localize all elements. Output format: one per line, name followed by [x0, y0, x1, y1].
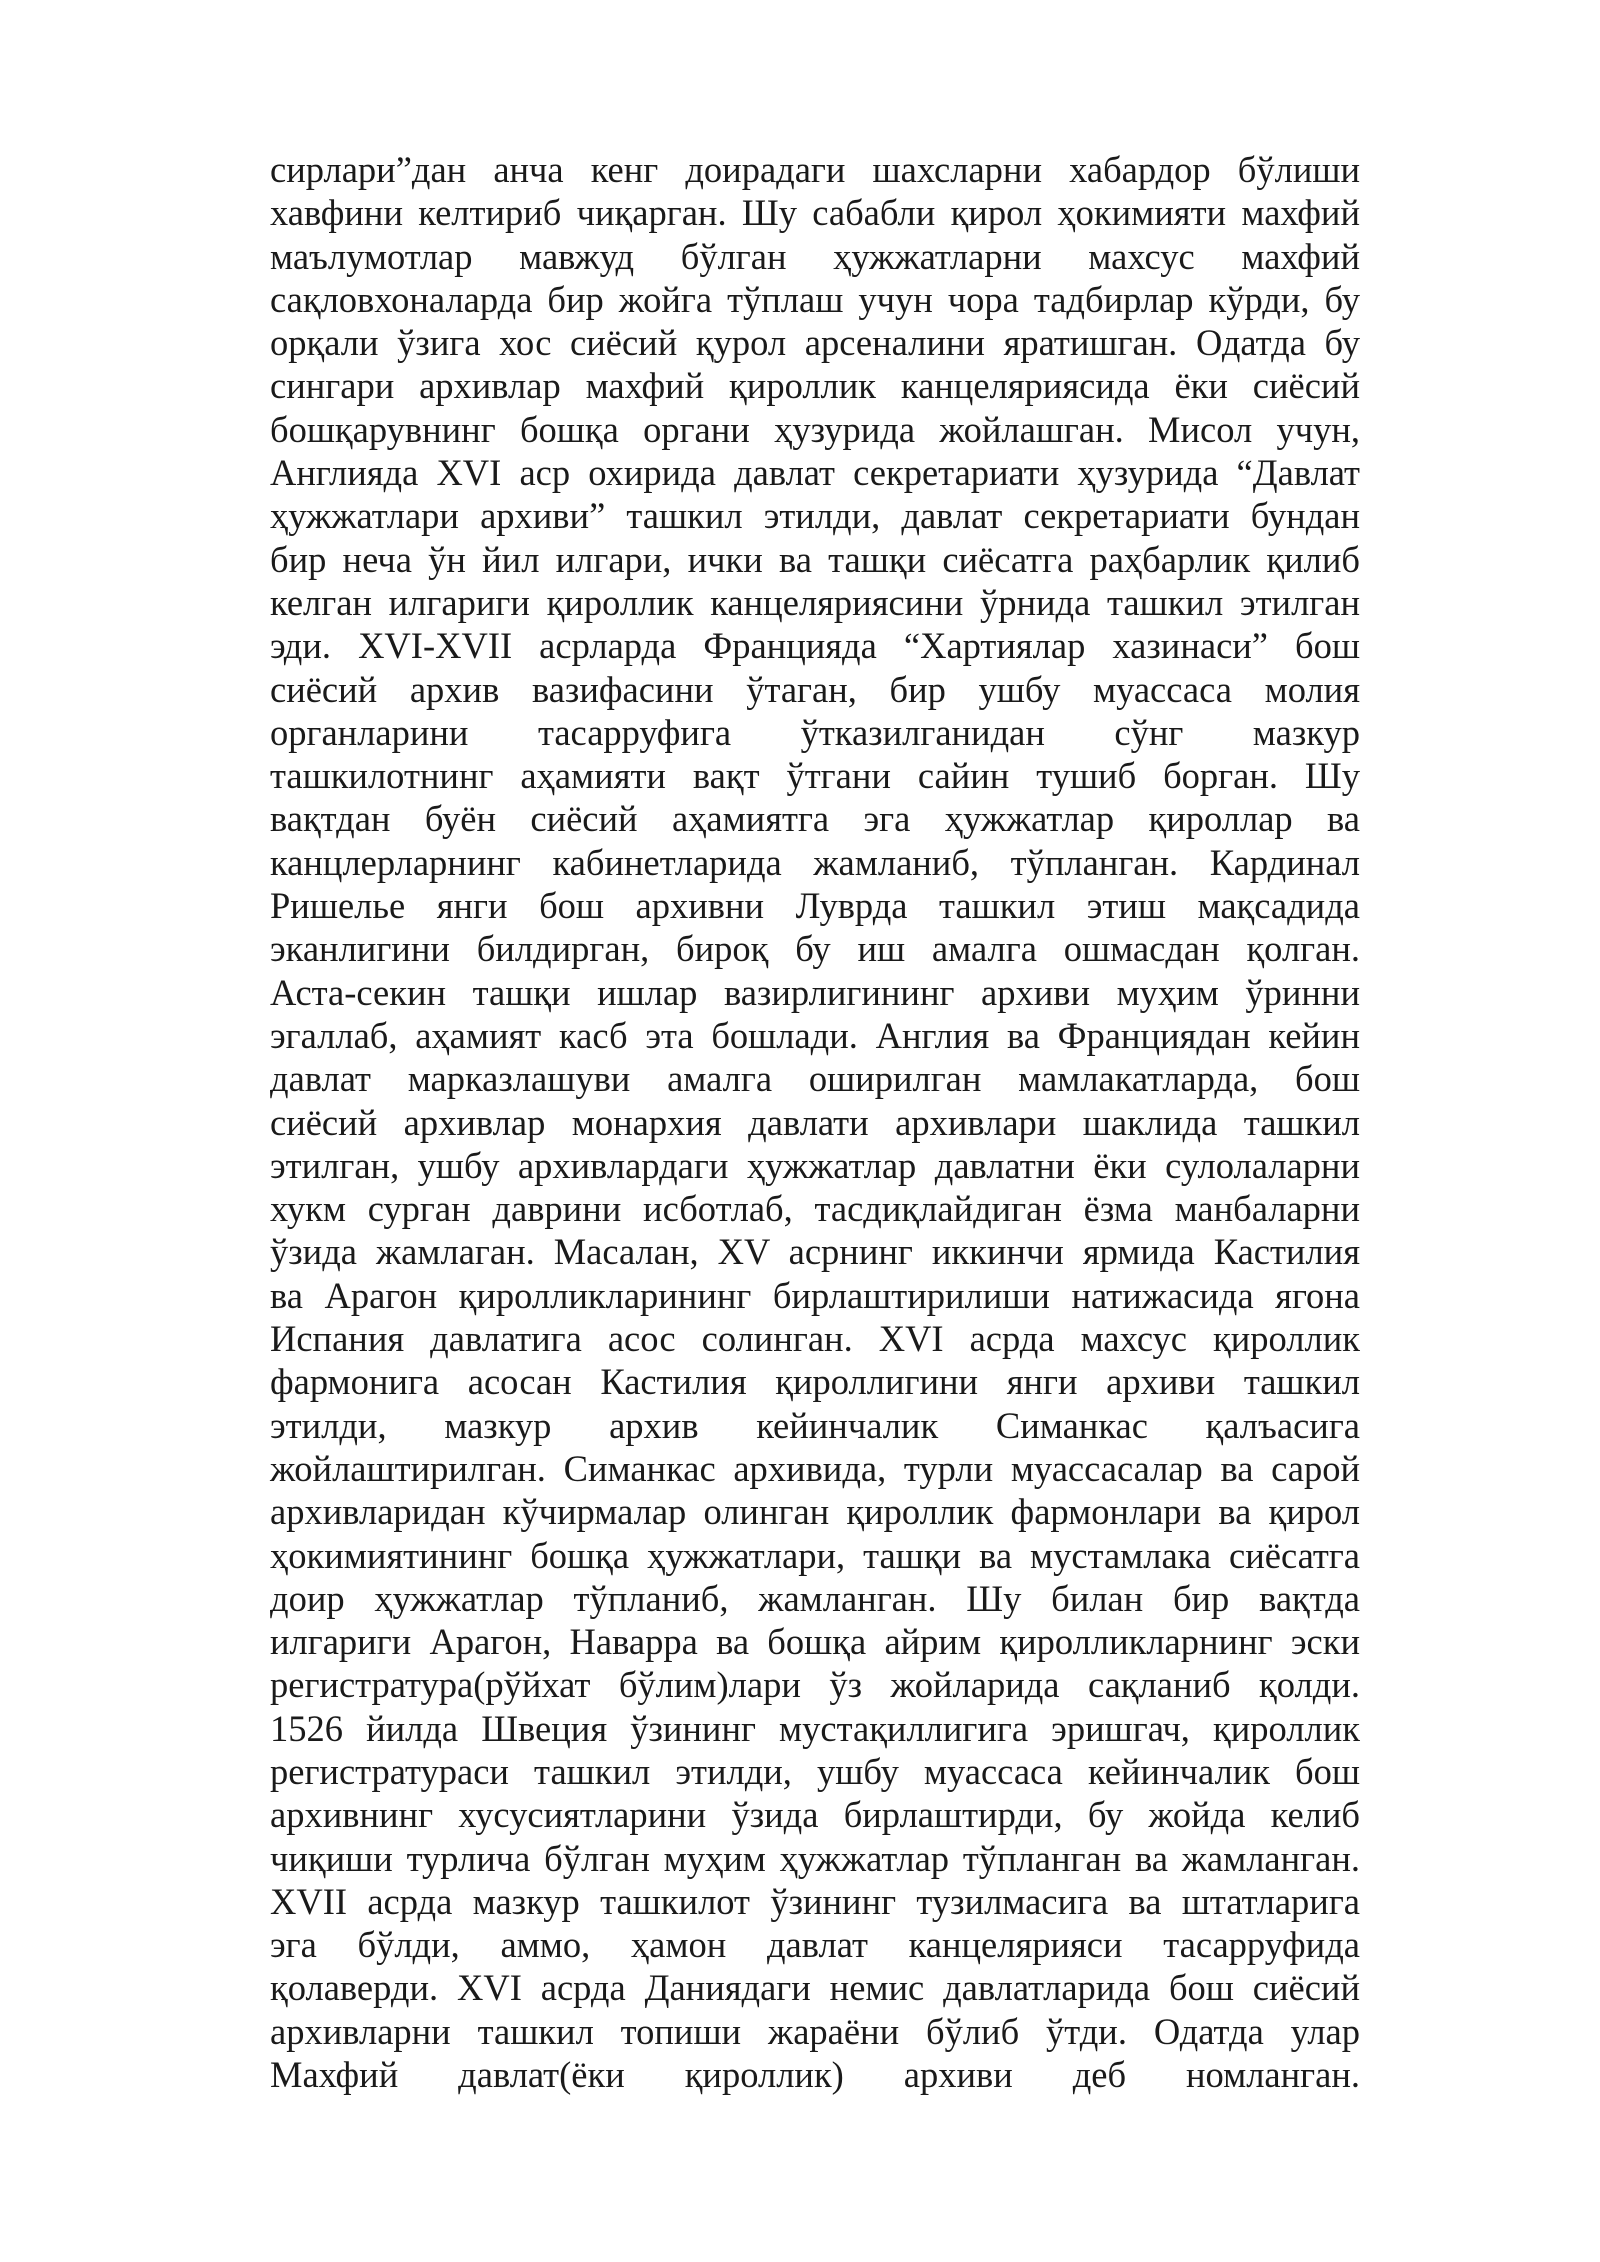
text-line: регистратура(рўйхат бўлим)лари ўз жойларида сақланиб қолди.	[270, 1664, 1360, 1706]
text-line: хукм сурган даврини исботлаб, тасдиқлайдиган ёзма манбаларни	[270, 1188, 1360, 1230]
text-line: ҳокимиятининг бошқа ҳужжатлари, ташқи ва мустамлака сиёсатга	[270, 1534, 1360, 1576]
text-line: XVII асрда мазкур ташкилот ўзининг тузилмасига ва штатларига	[270, 1880, 1360, 1922]
text-line: эди. XVI-XVII асрларда Францияда “Хартиялар хазинаси” бош	[270, 625, 1360, 667]
text-line: ва Арагон қиролликларининг бирлаштирилиши натижасида ягона	[270, 1274, 1360, 1316]
text-line: фармонига асосан Кастилия қироллигини янги архиви ташкил	[270, 1361, 1360, 1403]
text-line: этилган, ушбу архивлардаги ҳужжатлар давлатни ёки сулолаларни	[270, 1144, 1360, 1186]
text-line: ҳужжатлари архиви” ташкил этилди, давлат секретариати бундан	[270, 495, 1360, 537]
text-line: сиёсий архив вазифасини ўтаган, бир ушбу муассаса молия	[270, 668, 1360, 710]
text-line: Ришелье янги бош архивни Луврда ташкил этиш мақсадида	[270, 885, 1360, 927]
text-line: жойлаштирилган. Симанкас архивида, турли муассасалар ва сарой	[270, 1447, 1360, 1489]
text-line: Англияда XVI аср охирида давлат секретариати ҳузурида “Давлат	[270, 452, 1360, 494]
text-line: орқали ўзига хос сиёсий қурол арсеналини яратишган. Одатда бу	[270, 322, 1360, 364]
text-line: хавфини келтириб чиқарган. Шу сабабли қирол ҳокимияти махфий	[270, 192, 1360, 234]
text-line: сирлари”дан анча кенг доирадаги шахсларни хабардор бўлиши	[270, 149, 1360, 190]
text-line: регистратураси ташкил этилди, ушбу муассаса кейинчалик бош	[270, 1750, 1360, 1792]
text-line: қолаверди. XVI асрда Даниядаги немис давлатларида бош сиёсий	[270, 1967, 1360, 2009]
text-line: сақловхоналарда бир жойга тўплаш учун чора тадбирлар кўрди, бу	[270, 278, 1360, 320]
text-line: ўзида жамлаган. Масалан, XV асрнинг иккинчи ярмида Кастилия	[270, 1231, 1360, 1273]
text-line: Махфий давлат(ёки қироллик) архиви деб номланган.	[270, 2054, 1360, 2096]
text-line: келган илгариги қироллик канцеляриясини ўрнида ташкил этилган	[270, 581, 1360, 623]
text-line: эга бўлди, аммо, ҳамон давлат канцелярияси тасарруфида	[270, 1924, 1360, 1966]
text-line: эканлигини билдирган, бироқ бу иш амалга ошмасдан қолган.	[270, 928, 1360, 970]
text-line: органларини тасарруфига ўтказилганидан сўнг мазкур	[270, 711, 1360, 753]
text-line: давлат марказлашуви амалга оширилган мамлакатларда, бош	[270, 1058, 1360, 1100]
text-line: бир неча ўн йил илгари, ички ва ташқи сиёсатга раҳбарлик қилиб	[270, 538, 1360, 580]
text-line: сиёсий архивлар монархия давлати архивлари шаклида ташкил	[270, 1101, 1360, 1143]
text-line: доир ҳужжатлар тўпланиб, жамланган. Шу билан бир вақтда	[270, 1577, 1360, 1619]
text-line: ташкилотнинг аҳамияти вақт ўтгани сайин тушиб борган. Шу	[270, 755, 1360, 797]
text-line: илгариги Арагон, Наварра ва бошқа айрим қиролликларнинг эски	[270, 1621, 1360, 1663]
text-line: архивларидан кўчирмалар олинган қироллик фармонлари ва қирол	[270, 1491, 1360, 1533]
text-line: эгаллаб, аҳамият касб эта бошлади. Англия ва Франциядан кейин	[270, 1014, 1360, 1056]
text-line: бошқарувнинг бошқа органи ҳузурида жойлашган. Мисол учун,	[270, 408, 1360, 450]
body-text	[270, 148, 1360, 2096]
text-line: канцлерларнинг кабинетларида жамланиб, тўпланган. Кардинал	[270, 841, 1360, 883]
text-line: архивнинг хусусиятларини ўзида бирлаштирди, бу жойда келиб	[270, 1794, 1360, 1836]
text-line: этилди, мазкур архив кейинчалик Симанкас қалъасига	[270, 1404, 1360, 1446]
text-line: Аста-секин ташқи ишлар вазирлигининг архиви муҳим ўринни	[270, 971, 1360, 1013]
text-line: 1526 йилда Швеция ўзининг мустақиллигига эришгач, қироллик	[270, 1707, 1360, 1749]
text-line: архивларни ташкил топиши жараёни бўлиб ўтди. Одатда улар	[270, 2010, 1360, 2052]
text-line: чиқиши турлича бўлган муҳим ҳужжатлар тўпланган ва жамланган.	[270, 1837, 1360, 1879]
text-line: вақтдан буён сиёсий аҳамиятга эга ҳужжатлар қироллар ва	[270, 798, 1360, 840]
text-line: Испания давлатига асос солинган. XVI асрда махсус қироллик	[270, 1318, 1360, 1360]
text-line: сингари архивлар махфий қироллик канцеляриясида ёки сиёсий	[270, 365, 1360, 407]
text-line: маълумотлар мавжуд бўлган ҳужжатларни махсус махфий	[270, 235, 1360, 277]
